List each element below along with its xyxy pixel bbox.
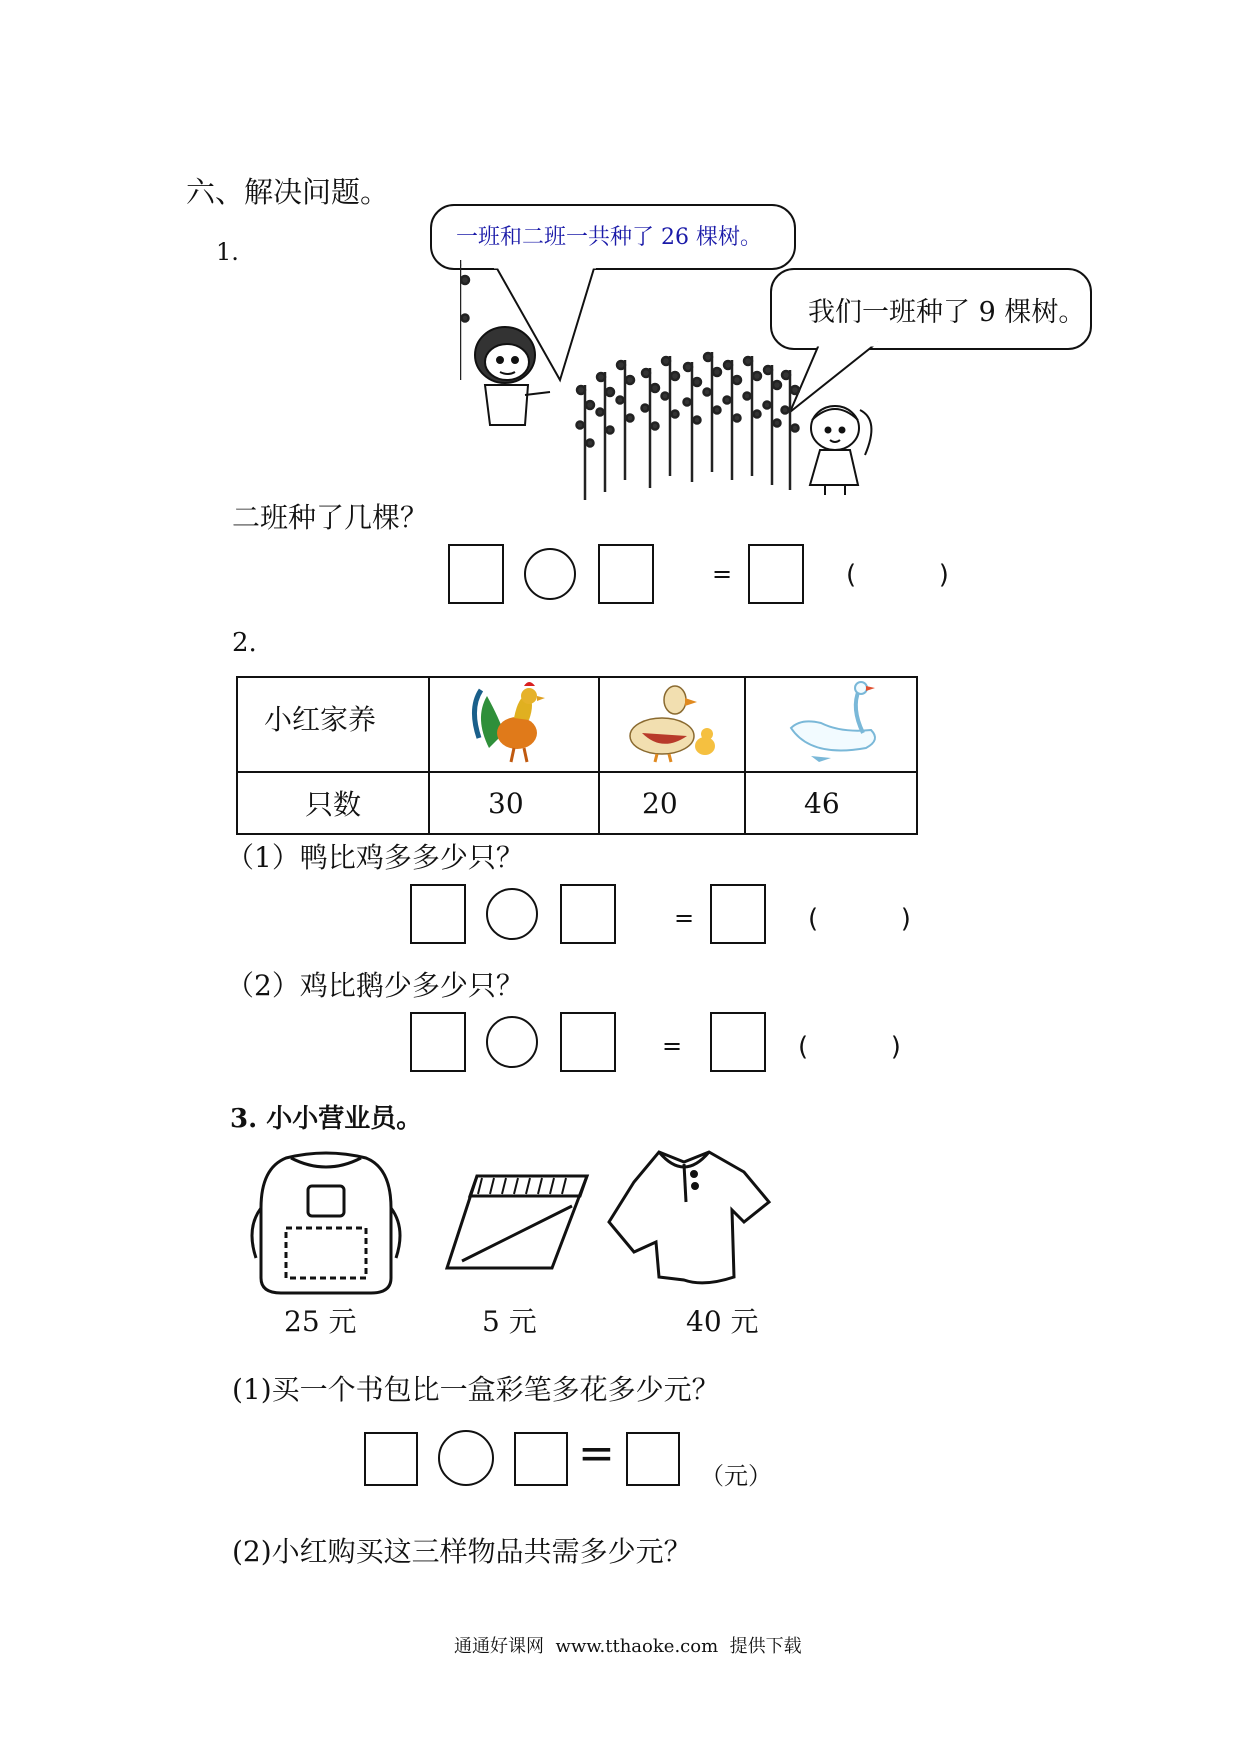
count-cell: 46 (745, 772, 917, 834)
table-row-label: 小红家养 (237, 677, 429, 772)
rooster-icon (469, 678, 559, 764)
answer-box[interactable] (710, 884, 766, 944)
answer-box[interactable] (560, 1012, 616, 1072)
table-cell (599, 677, 745, 772)
bubble-boy-text: 一班和二班一共种了 26 棵树。 (456, 225, 762, 250)
count-cell: 30 (429, 772, 599, 834)
q3-title: 3. 小小营业员。 (230, 1104, 423, 1134)
equals-sign: = (578, 1428, 615, 1479)
shirt-icon (604, 1142, 774, 1290)
girl-icon (810, 406, 871, 495)
equals-sign: = (662, 1032, 683, 1060)
answer-box[interactable] (448, 544, 504, 604)
unit-paren[interactable]: ( ) (846, 560, 949, 590)
equals-sign: = (674, 904, 695, 932)
unit-paren[interactable]: ( ) (798, 1032, 901, 1062)
q3-sub1: (1)买一个书包比一盒彩笔多花多少元？ (232, 1373, 720, 1406)
backpack-icon (246, 1148, 406, 1298)
answer-box[interactable] (410, 1012, 466, 1072)
q1-illustration (460, 260, 1110, 500)
q1-number: 1. (216, 238, 239, 266)
duck-icon (617, 678, 727, 764)
answer-box[interactable] (710, 1012, 766, 1072)
price-shirt: 40 元 (686, 1305, 759, 1338)
price-backpack: 25 元 (284, 1305, 357, 1338)
footer-text: 通通好课网 www.tthaoke.com 提供下载 (454, 1636, 802, 1657)
price-crayons: 5 元 (482, 1305, 537, 1338)
answer-box[interactable] (514, 1432, 568, 1486)
section-title: 六、解决问题。 (186, 175, 390, 209)
q3-sub2: (2)小红购买这三样物品共需多少元？ (232, 1535, 692, 1568)
q2-number: 2. (232, 628, 257, 658)
operator-circle[interactable] (486, 888, 538, 940)
answer-box[interactable] (598, 544, 654, 604)
equals-sign: = (712, 560, 733, 588)
table-cell (745, 677, 917, 772)
q1-question: 二班种了几棵？ (232, 501, 429, 534)
answer-box[interactable] (364, 1432, 418, 1486)
q2-sub1: （1）鸭比鸡多多少只？ (226, 841, 524, 874)
pets-table (236, 676, 918, 835)
table-cell (429, 677, 599, 772)
answer-box[interactable] (410, 884, 466, 944)
unit-paren[interactable]: ( ) (808, 904, 911, 934)
unit-yuan: （元） (700, 1462, 772, 1490)
table-row-label: 只数 (237, 772, 429, 834)
answer-box[interactable] (748, 544, 804, 604)
count-cell: 20 (599, 772, 745, 834)
operator-circle[interactable] (486, 1016, 538, 1068)
goose-icon (771, 678, 891, 764)
answer-box[interactable] (560, 884, 616, 944)
answer-box[interactable] (626, 1432, 680, 1486)
bubble-girl-text: 我们一班种了 9 棵树。 (808, 297, 1086, 328)
operator-circle[interactable] (524, 548, 576, 600)
operator-circle[interactable] (438, 1430, 494, 1486)
crayon-box-icon (442, 1166, 592, 1276)
q2-sub2: （2）鸡比鹅少多少只？ (226, 969, 524, 1002)
